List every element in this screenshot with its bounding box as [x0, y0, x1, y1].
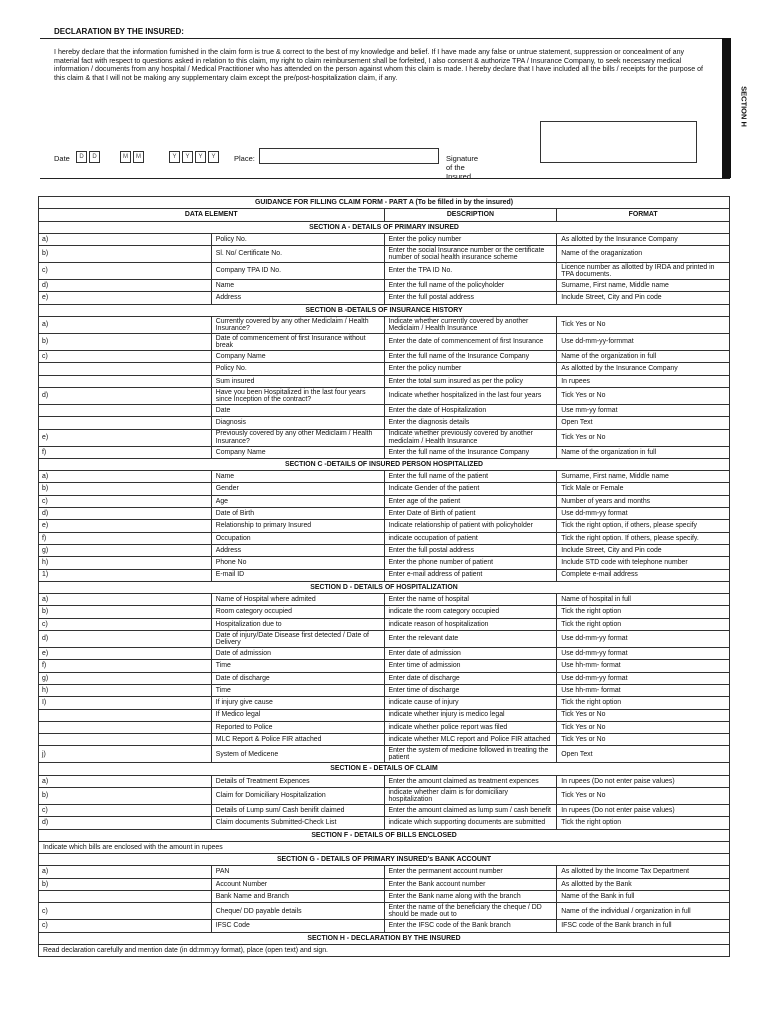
section-header: SECTION F - DETAILS OF BILLS ENCLOSED — [39, 829, 730, 841]
row-index: b) — [39, 787, 212, 804]
description-cell: Enter the full name of the patient — [384, 471, 557, 483]
table-row — [39, 363, 730, 375]
data-element-cell: Previously covered by any other Mediclaim / Health Insurance? — [211, 429, 384, 446]
format-cell: Tick Yes or No — [557, 787, 730, 804]
date-month-box-2[interactable]: M — [133, 151, 144, 163]
row-index — [39, 417, 212, 429]
table-row — [39, 495, 730, 507]
format-cell: Use dd-mm-yy format — [557, 648, 730, 660]
data-element-cell: Diagnosis — [211, 417, 384, 429]
table-row — [39, 594, 730, 606]
table-row — [39, 866, 730, 878]
description-cell: Enter the name of the beneficiary the cheque / DD should be made out to — [384, 903, 557, 920]
data-element-cell: System of Medicene — [211, 746, 384, 763]
format-cell: Name of the organization in full — [557, 351, 730, 363]
row-index: c) — [39, 618, 212, 630]
row-index: h) — [39, 684, 212, 696]
column-header-description: DESCRIPTION — [384, 209, 557, 221]
format-cell: Name of the oraganization — [557, 246, 730, 263]
row-index: g) — [39, 544, 212, 556]
table-header-row — [39, 209, 730, 221]
date-day-box-1[interactable]: D — [76, 151, 87, 163]
row-index — [39, 375, 212, 387]
format-cell: In rupees — [557, 375, 730, 387]
column-header-format: FORMAT — [557, 209, 730, 221]
row-index — [39, 363, 212, 375]
description-cell: Enter the full postal address — [384, 292, 557, 304]
format-cell: As allotted by the Insurance Company — [557, 363, 730, 375]
description-cell: Enter the system of medicine followed in treating the patient — [384, 746, 557, 763]
top-divider — [40, 38, 730, 39]
description-cell: Indicate whether hospitalized in the last four years — [384, 387, 557, 404]
description-cell: Enter the total sum insured as per the policy — [384, 375, 557, 387]
description-cell: indicate reason of hospitalization — [384, 618, 557, 630]
date-year-box-4[interactable]: Y — [208, 151, 219, 163]
description-cell: Indicate Gender of the patient — [384, 483, 557, 495]
table-row — [39, 557, 730, 569]
data-element-cell: IFSC Code — [211, 920, 384, 932]
data-element-cell: Date of Birth — [211, 508, 384, 520]
table-row — [39, 709, 730, 721]
table-row — [39, 775, 730, 787]
row-index: a) — [39, 317, 212, 334]
table-row — [39, 263, 730, 280]
description-cell: Enter the diagnosis details — [384, 417, 557, 429]
description-cell: Enter the date of commencement of first Insurance — [384, 334, 557, 351]
row-index: b) — [39, 483, 212, 495]
data-element-cell: Sl. No/ Certificate No. — [211, 246, 384, 263]
format-cell: Tick Yes or No — [557, 709, 730, 721]
data-element-cell: Gender — [211, 483, 384, 495]
description-cell: Enter the name of hospital — [384, 594, 557, 606]
section-header: SECTION D - DETAILS OF HOSPITALIZATION — [39, 581, 730, 593]
section-header-row — [39, 581, 730, 593]
data-element-cell: Date of commencement of first Insurance without break — [211, 334, 384, 351]
row-index — [39, 709, 212, 721]
data-element-cell: Phone No — [211, 557, 384, 569]
row-index: e) — [39, 292, 212, 304]
section-divider — [40, 178, 730, 179]
section-header: SECTION G - DETAILS OF PRIMARY INSURED's BANK ACCOUNT — [39, 854, 730, 866]
guidance-table — [38, 196, 730, 957]
format-cell: Use hh-mm- format — [557, 660, 730, 672]
note-text: Read declaration carefully and mention date (in dd:mm:yy format), place (open text) and sign. — [39, 944, 730, 956]
table-row — [39, 697, 730, 709]
row-index: h) — [39, 557, 212, 569]
row-index: c) — [39, 495, 212, 507]
description-cell: Enter date of discharge — [384, 672, 557, 684]
format-cell: Use hh-mm- format — [557, 684, 730, 696]
table-row — [39, 508, 730, 520]
table-row — [39, 746, 730, 763]
format-cell: In rupees (Do not enter paise values) — [557, 775, 730, 787]
description-cell: Enter the permanent account number — [384, 866, 557, 878]
format-cell: As allotted by the Bank — [557, 878, 730, 890]
data-element-cell: Time — [211, 660, 384, 672]
row-index: e) — [39, 520, 212, 532]
row-index — [39, 721, 212, 733]
data-element-cell: Cheque/ DD payable details — [211, 903, 384, 920]
section-header-row — [39, 763, 730, 775]
data-element-cell: Name of Hospital where admited — [211, 594, 384, 606]
section-header-row — [39, 829, 730, 841]
row-index — [39, 734, 212, 746]
format-cell: Tick Yes or No — [557, 721, 730, 733]
description-cell: indicate whether police report was filed — [384, 721, 557, 733]
format-cell: Tick Male or Female — [557, 483, 730, 495]
description-cell: Enter the amount claimed as treatment expences — [384, 775, 557, 787]
section-tag-label: SECTION H — [739, 86, 749, 127]
row-index: d) — [39, 631, 212, 648]
data-element-cell: Company Name — [211, 351, 384, 363]
date-year-box-2[interactable]: Y — [182, 151, 193, 163]
note-row — [39, 841, 730, 853]
row-index: b) — [39, 334, 212, 351]
data-element-cell: If injury give cause — [211, 697, 384, 709]
section-header-row — [39, 458, 730, 470]
row-index: f) — [39, 660, 212, 672]
format-cell: Tick Yes or No — [557, 734, 730, 746]
data-element-cell: Bank Name and Branch — [211, 891, 384, 903]
table-row — [39, 721, 730, 733]
format-cell: Open Text — [557, 417, 730, 429]
section-header-row — [39, 932, 730, 944]
data-element-cell: Date — [211, 404, 384, 416]
format-cell: As allotted by the Insurance Company — [557, 233, 730, 245]
row-index: e) — [39, 648, 212, 660]
data-element-cell: Address — [211, 544, 384, 556]
data-element-cell: Name — [211, 280, 384, 292]
row-index: c) — [39, 920, 212, 932]
format-cell: Tick Yes or No — [557, 317, 730, 334]
data-element-cell: Relationship to primary Insured — [211, 520, 384, 532]
row-index: f) — [39, 446, 212, 458]
description-cell: Enter the policy number — [384, 233, 557, 245]
row-index: f) — [39, 532, 212, 544]
table-row — [39, 292, 730, 304]
data-element-cell: Details of Treatment Expences — [211, 775, 384, 787]
table-row — [39, 446, 730, 458]
note-row — [39, 944, 730, 956]
data-element-cell: Policy No. — [211, 363, 384, 375]
column-header-data-element: DATA ELEMENT — [39, 209, 385, 221]
row-index: a) — [39, 471, 212, 483]
data-element-cell: E-mail ID — [211, 569, 384, 581]
row-index: b) — [39, 246, 212, 263]
description-cell: indicate which supporting documents are submitted — [384, 817, 557, 829]
section-header-row — [39, 304, 730, 316]
format-cell: Open Text — [557, 746, 730, 763]
format-cell: Number of years and months — [557, 495, 730, 507]
row-index: c) — [39, 263, 212, 280]
description-cell: Enter the TPA ID No. — [384, 263, 557, 280]
date-day-box-2[interactable]: D — [89, 151, 100, 163]
format-cell: Tick the right option, if others, please specify — [557, 520, 730, 532]
row-index: b) — [39, 878, 212, 890]
section-header: SECTION B -DETAILS OF INSURANCE HISTORY — [39, 304, 730, 316]
data-element-cell: Hospitalization due to — [211, 618, 384, 630]
data-element-cell: Name — [211, 471, 384, 483]
data-element-cell: Time — [211, 684, 384, 696]
table-row — [39, 920, 730, 932]
row-index: 1) — [39, 569, 212, 581]
table-row — [39, 334, 730, 351]
table-row — [39, 734, 730, 746]
format-cell: Tick the right option — [557, 606, 730, 618]
row-index: j) — [39, 746, 212, 763]
data-element-cell: MLC Report & Police FIR attached — [211, 734, 384, 746]
description-cell: indicate whether injury is medico legal — [384, 709, 557, 721]
format-cell: In rupees (Do not enter paise values) — [557, 804, 730, 816]
format-cell: Include Street, City and Pin code — [557, 544, 730, 556]
format-cell: Use dd-mm-yy format — [557, 631, 730, 648]
format-cell: Surname, First name, Middle name — [557, 471, 730, 483]
format-cell: Name of the individual / organization in full — [557, 903, 730, 920]
date-year-box-3[interactable]: Y — [195, 151, 206, 163]
format-cell: Tick the right option — [557, 817, 730, 829]
table-row — [39, 233, 730, 245]
date-label: Date — [54, 154, 70, 163]
table-row — [39, 606, 730, 618]
description-cell: Enter date of admission — [384, 648, 557, 660]
row-index: d) — [39, 508, 212, 520]
description-cell: Enter Date of Birth of patient — [384, 508, 557, 520]
format-cell: IFSC code of the Bank branch in full — [557, 920, 730, 932]
data-element-cell: Address — [211, 292, 384, 304]
data-element-cell: Room category occupied — [211, 606, 384, 618]
data-element-cell: PAN — [211, 866, 384, 878]
description-cell: indicate cause of injury — [384, 697, 557, 709]
description-cell: Enter the policy number — [384, 363, 557, 375]
data-element-cell: Reported to Police — [211, 721, 384, 733]
table-row — [39, 532, 730, 544]
data-element-cell: Sum insured — [211, 375, 384, 387]
table-row — [39, 787, 730, 804]
description-cell: Enter time of admission — [384, 660, 557, 672]
table-row — [39, 404, 730, 416]
table-row — [39, 246, 730, 263]
note-text: Indicate which bills are enclosed with the amount in rupees — [39, 841, 730, 853]
table-title: GUIDANCE FOR FILLING CLAIM FORM - PART A (To be filled in by the insured) — [39, 197, 730, 209]
description-cell: Enter the phone number of patient — [384, 557, 557, 569]
section-header: SECTION E - DETAILS OF CLAIM — [39, 763, 730, 775]
format-cell: Name of hospital in full — [557, 594, 730, 606]
row-index: a) — [39, 866, 212, 878]
data-element-cell: Have you been Hospitalized in the last four years since Inception of the contract? — [211, 387, 384, 404]
data-element-cell: If Medico legal — [211, 709, 384, 721]
format-cell: Use dd-mm-yy-formmat — [557, 334, 730, 351]
place-label: Place: — [234, 154, 255, 163]
place-field[interactable] — [259, 148, 439, 164]
row-index: d) — [39, 280, 212, 292]
row-index: a) — [39, 233, 212, 245]
format-cell: Use mm-yy format — [557, 404, 730, 416]
table-row — [39, 544, 730, 556]
row-index: I) — [39, 697, 212, 709]
description-cell: Enter e-mail address of patient — [384, 569, 557, 581]
data-element-cell: Claim for Domiciliary Hospitalization — [211, 787, 384, 804]
format-cell: Name of the organization in full — [557, 446, 730, 458]
data-element-cell: Claim documents Submitted-Check List — [211, 817, 384, 829]
data-element-cell: Age — [211, 495, 384, 507]
description-cell: indicate whether MLC report and Police FIR attached — [384, 734, 557, 746]
signature-box[interactable] — [540, 121, 697, 163]
data-element-cell: Account Number — [211, 878, 384, 890]
row-index: c) — [39, 351, 212, 363]
table-row — [39, 429, 730, 446]
description-cell: Enter the Bank name along with the branch — [384, 891, 557, 903]
description-cell: Enter the social Insurance number or the certificate number of social health insurance scheme — [384, 246, 557, 263]
description-cell: Enter the full postal address — [384, 544, 557, 556]
table-row — [39, 648, 730, 660]
table-row — [39, 891, 730, 903]
row-index: g) — [39, 672, 212, 684]
table-row — [39, 387, 730, 404]
description-cell: indicate whether claim is for domiciliary hospitalization — [384, 787, 557, 804]
section-side-tag — [736, 80, 750, 140]
row-index: a) — [39, 775, 212, 787]
format-cell: Include Street, City and Pin code — [557, 292, 730, 304]
description-cell: Indicate whether previously covered by another mediclaim / Health Insurance — [384, 429, 557, 446]
data-element-cell: Date of discharge — [211, 672, 384, 684]
date-month-box-1[interactable]: M — [120, 151, 131, 163]
data-element-cell: Date of injury/Date Disease first detected / Date of Delivery — [211, 631, 384, 648]
format-cell: Use dd-mm-yy format — [557, 672, 730, 684]
row-index: d) — [39, 387, 212, 404]
section-side-bar — [722, 38, 731, 178]
declaration-text: I hereby declare that the information furnished in the claim form is true & correct to the best of my knowledge and belief. If I have made any false or untrue statement, suppression or concealment of any material fact with respect to questions asked in relation to this claim, my right to claim reimbursement shall be forfeited, I also consent & authorize TPA / Insurance Company, to seek necessary medical information / documents from any hospital / Medical Practitioner who has attended on the person against whom this claim is made. I hereby declare that I have included all the bills / receipts for the purpose of this claim & that I will not be making any supplementary claim except the pre/post-hospitalization claim, if any. — [54, 48, 704, 83]
row-index: c) — [39, 903, 212, 920]
description-cell: indicate occupation of patient — [384, 532, 557, 544]
data-element-cell: Date of admission — [211, 648, 384, 660]
description-cell: Enter the full name of the Insurance Company — [384, 351, 557, 363]
description-cell: Enter age of the patient — [384, 495, 557, 507]
description-cell: Enter the relevant date — [384, 631, 557, 648]
table-row — [39, 280, 730, 292]
format-cell: Include STD code with telephone number — [557, 557, 730, 569]
declaration-title: DECLARATION BY THE INSURED: — [54, 27, 184, 36]
row-index — [39, 891, 212, 903]
table-row — [39, 804, 730, 816]
format-cell: Tick Yes or No — [557, 387, 730, 404]
data-element-cell: Policy No. — [211, 233, 384, 245]
description-cell: Enter the full name of the Insurance Company — [384, 446, 557, 458]
table-row — [39, 672, 730, 684]
table-row — [39, 317, 730, 334]
row-index — [39, 404, 212, 416]
data-element-cell: Company TPA ID No. — [211, 263, 384, 280]
row-index: b) — [39, 606, 212, 618]
table-row — [39, 569, 730, 581]
table-row — [39, 520, 730, 532]
description-cell: Enter the full name of the policyholder — [384, 280, 557, 292]
description-cell: Indicate whether currently covered by another Mediclaim / Health Insurance — [384, 317, 557, 334]
table-row — [39, 618, 730, 630]
signature-label: Signature of the Insured — [446, 154, 479, 181]
description-cell: Enter the amount claimed as lump sum / cash benefit — [384, 804, 557, 816]
data-element-cell: Company Name — [211, 446, 384, 458]
format-cell: Surname, First name, Middle name — [557, 280, 730, 292]
table-row — [39, 375, 730, 387]
row-index: d) — [39, 817, 212, 829]
table-row — [39, 471, 730, 483]
section-header-row — [39, 854, 730, 866]
format-cell: Tick Yes or No — [557, 429, 730, 446]
table-row — [39, 878, 730, 890]
table-row — [39, 817, 730, 829]
row-index: e) — [39, 429, 212, 446]
section-header-row — [39, 221, 730, 233]
row-index: a) — [39, 594, 212, 606]
format-cell: Tick the right option — [557, 618, 730, 630]
format-cell: Complete e-mail address — [557, 569, 730, 581]
section-header: SECTION C -DETAILS OF INSURED PERSON HOSPITALIZED — [39, 458, 730, 470]
format-cell: Use dd-mm-yy format — [557, 508, 730, 520]
format-cell: Tick the right option — [557, 697, 730, 709]
format-cell: Name of the Bank in full — [557, 891, 730, 903]
format-cell: Licence number as allotted by IRDA and printed in TPA documents. — [557, 263, 730, 280]
format-cell: As allotted by the Income Tax Department — [557, 866, 730, 878]
table-row — [39, 660, 730, 672]
table-row — [39, 684, 730, 696]
data-element-cell: Currently covered by any other Mediclaim / Health Insurance? — [211, 317, 384, 334]
table-row — [39, 351, 730, 363]
description-cell: Enter the Bank account number — [384, 878, 557, 890]
row-index: c) — [39, 804, 212, 816]
table-row — [39, 631, 730, 648]
data-element-cell: Occupation — [211, 532, 384, 544]
table-title-row — [39, 197, 730, 209]
description-cell: indicate the room category occupied — [384, 606, 557, 618]
section-header: SECTION A - DETAILS OF PRIMARY INSURED — [39, 221, 730, 233]
description-cell: Indicate relationship of patient with policyholder — [384, 520, 557, 532]
description-cell: Enter time of discharge — [384, 684, 557, 696]
table-row — [39, 903, 730, 920]
description-cell: Enter the date of Hospitalization — [384, 404, 557, 416]
description-cell: Enter the IFSC code of the Bank branch — [384, 920, 557, 932]
data-element-cell: Details of Lump sum/ Cash benifit claimed — [211, 804, 384, 816]
date-year-box-1[interactable]: Y — [169, 151, 180, 163]
section-header: SECTION H - DECLARATION BY THE INSURED — [39, 932, 730, 944]
table-row — [39, 417, 730, 429]
format-cell: Tick the right option. If others, please specify. — [557, 532, 730, 544]
table-row — [39, 483, 730, 495]
